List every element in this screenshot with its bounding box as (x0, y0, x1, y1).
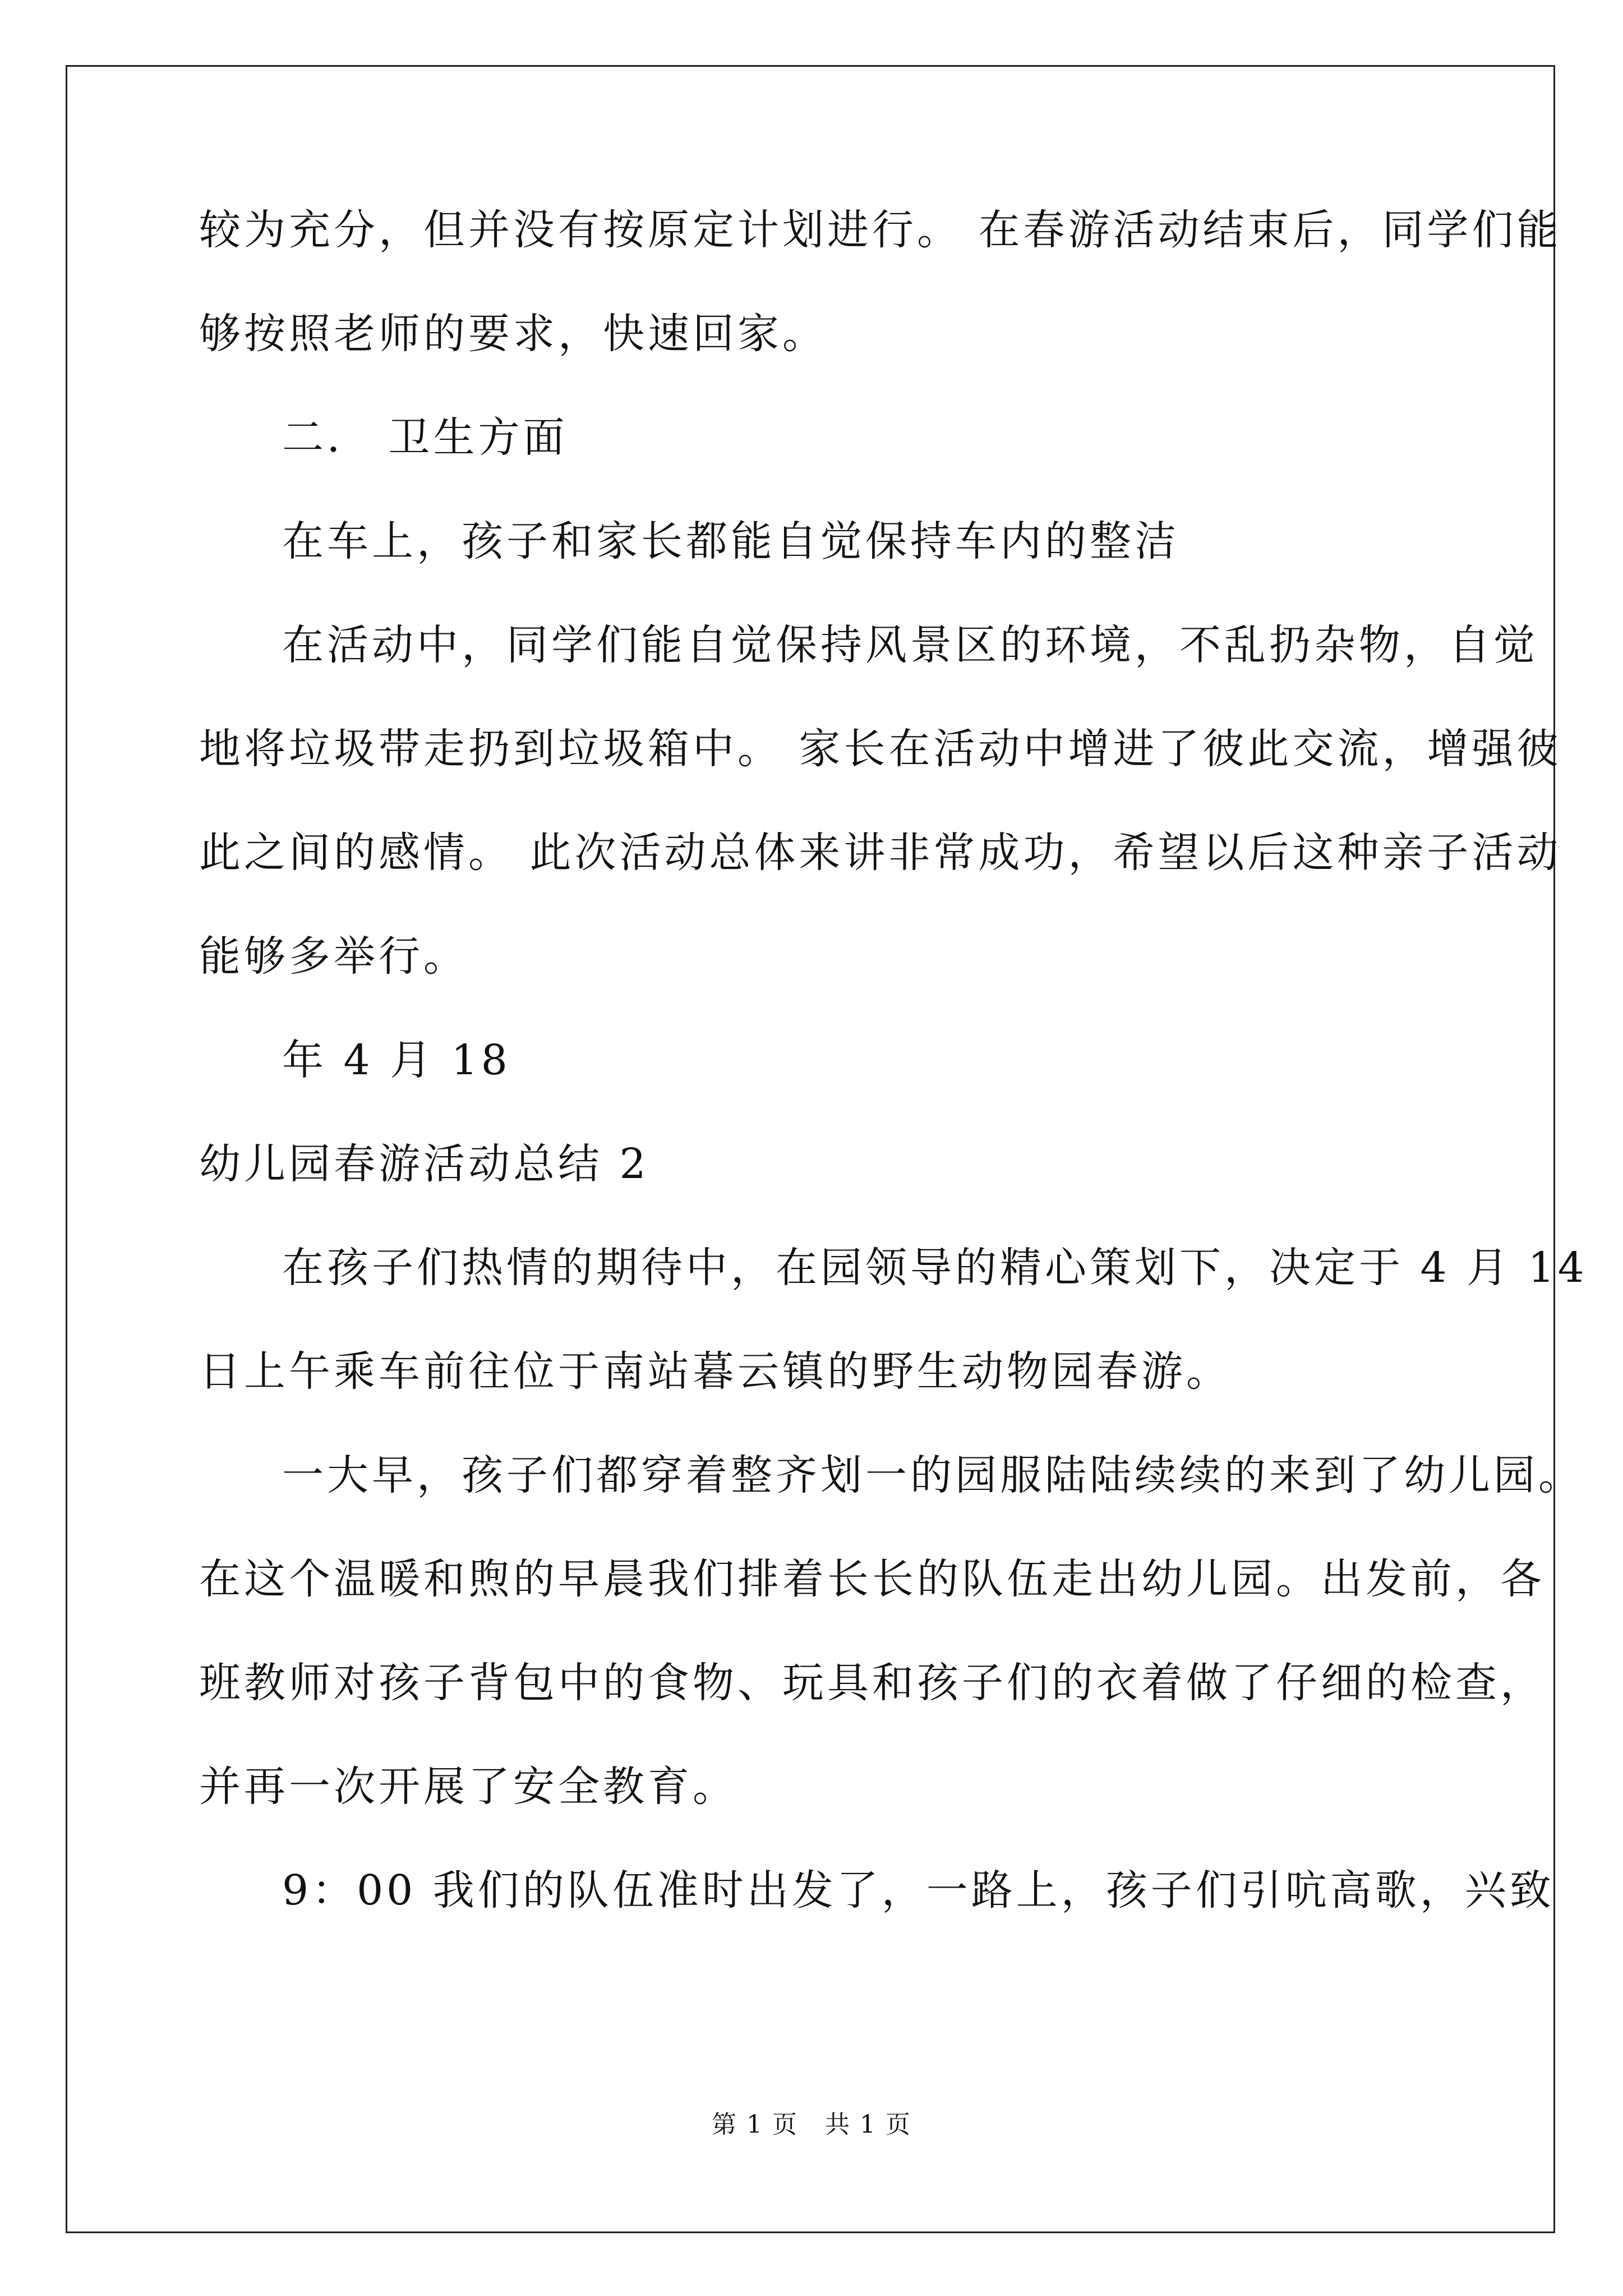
paragraph-line: 在孩子们热情的期待中，在园领导的精心策划下，决定于 4 月 14 (282, 1244, 1588, 1292)
paragraph-line: 班教师对孩子背包中的食物、玩具和孩子们的衣着做了仔细的检查， (199, 1659, 1545, 1707)
paragraph-line: 够按照老师的要求，快速回家。 (199, 310, 827, 358)
paragraph-line: 能够多举行。 (199, 932, 468, 981)
paragraph-line: 一大早，孩子们都穿着整齐划一的园服陆陆续续的来到了幼儿园。 (282, 1451, 1583, 1499)
paragraph-line: 日上午乘车前往位于南站暮云镇的野生动物园春游。 (199, 1347, 1231, 1396)
document-title: 幼儿园春游活动总结 2 (199, 1140, 649, 1188)
paragraph-line: 在这个温暖和煦的早晨我们排着长长的队伍走出幼儿园。出发前，各 (199, 1555, 1545, 1603)
section-heading: 二． 卫生方面 (282, 413, 568, 462)
page-footer (0, 2108, 1623, 2142)
page-total: 共 1 页 (825, 2110, 911, 2139)
paragraph-line: 并再一次开展了安全教育。 (199, 1763, 737, 1811)
paragraph-line: 此之间的感情。 此次活动总体来讲非常成功，希望以后这种亲子活动 (199, 829, 1562, 877)
paragraph-line: 在活动中，同学们能自觉保持风景区的环境，不乱扔杂物，自觉 (282, 621, 1538, 669)
paragraph-line: 较为充分，但并没有按原定计划进行。 在春游活动结束后，同学们能 (199, 206, 1562, 254)
paragraph-line: 在车上，孩子和家长都能自觉保持车内的整洁 (282, 517, 1179, 565)
paragraph-line: 9：00 我们的队伍准时出发了，一路上，孩子们引吭高歌，兴致 (282, 1866, 1555, 1915)
paragraph-line: 地将垃圾带走扔到垃圾箱中。 家长在活动中增进了彼此交流，增强彼 (199, 725, 1562, 773)
date-line: 年 4 月 18 (282, 1036, 511, 1084)
page-number: 第 1 页 (712, 2110, 798, 2139)
